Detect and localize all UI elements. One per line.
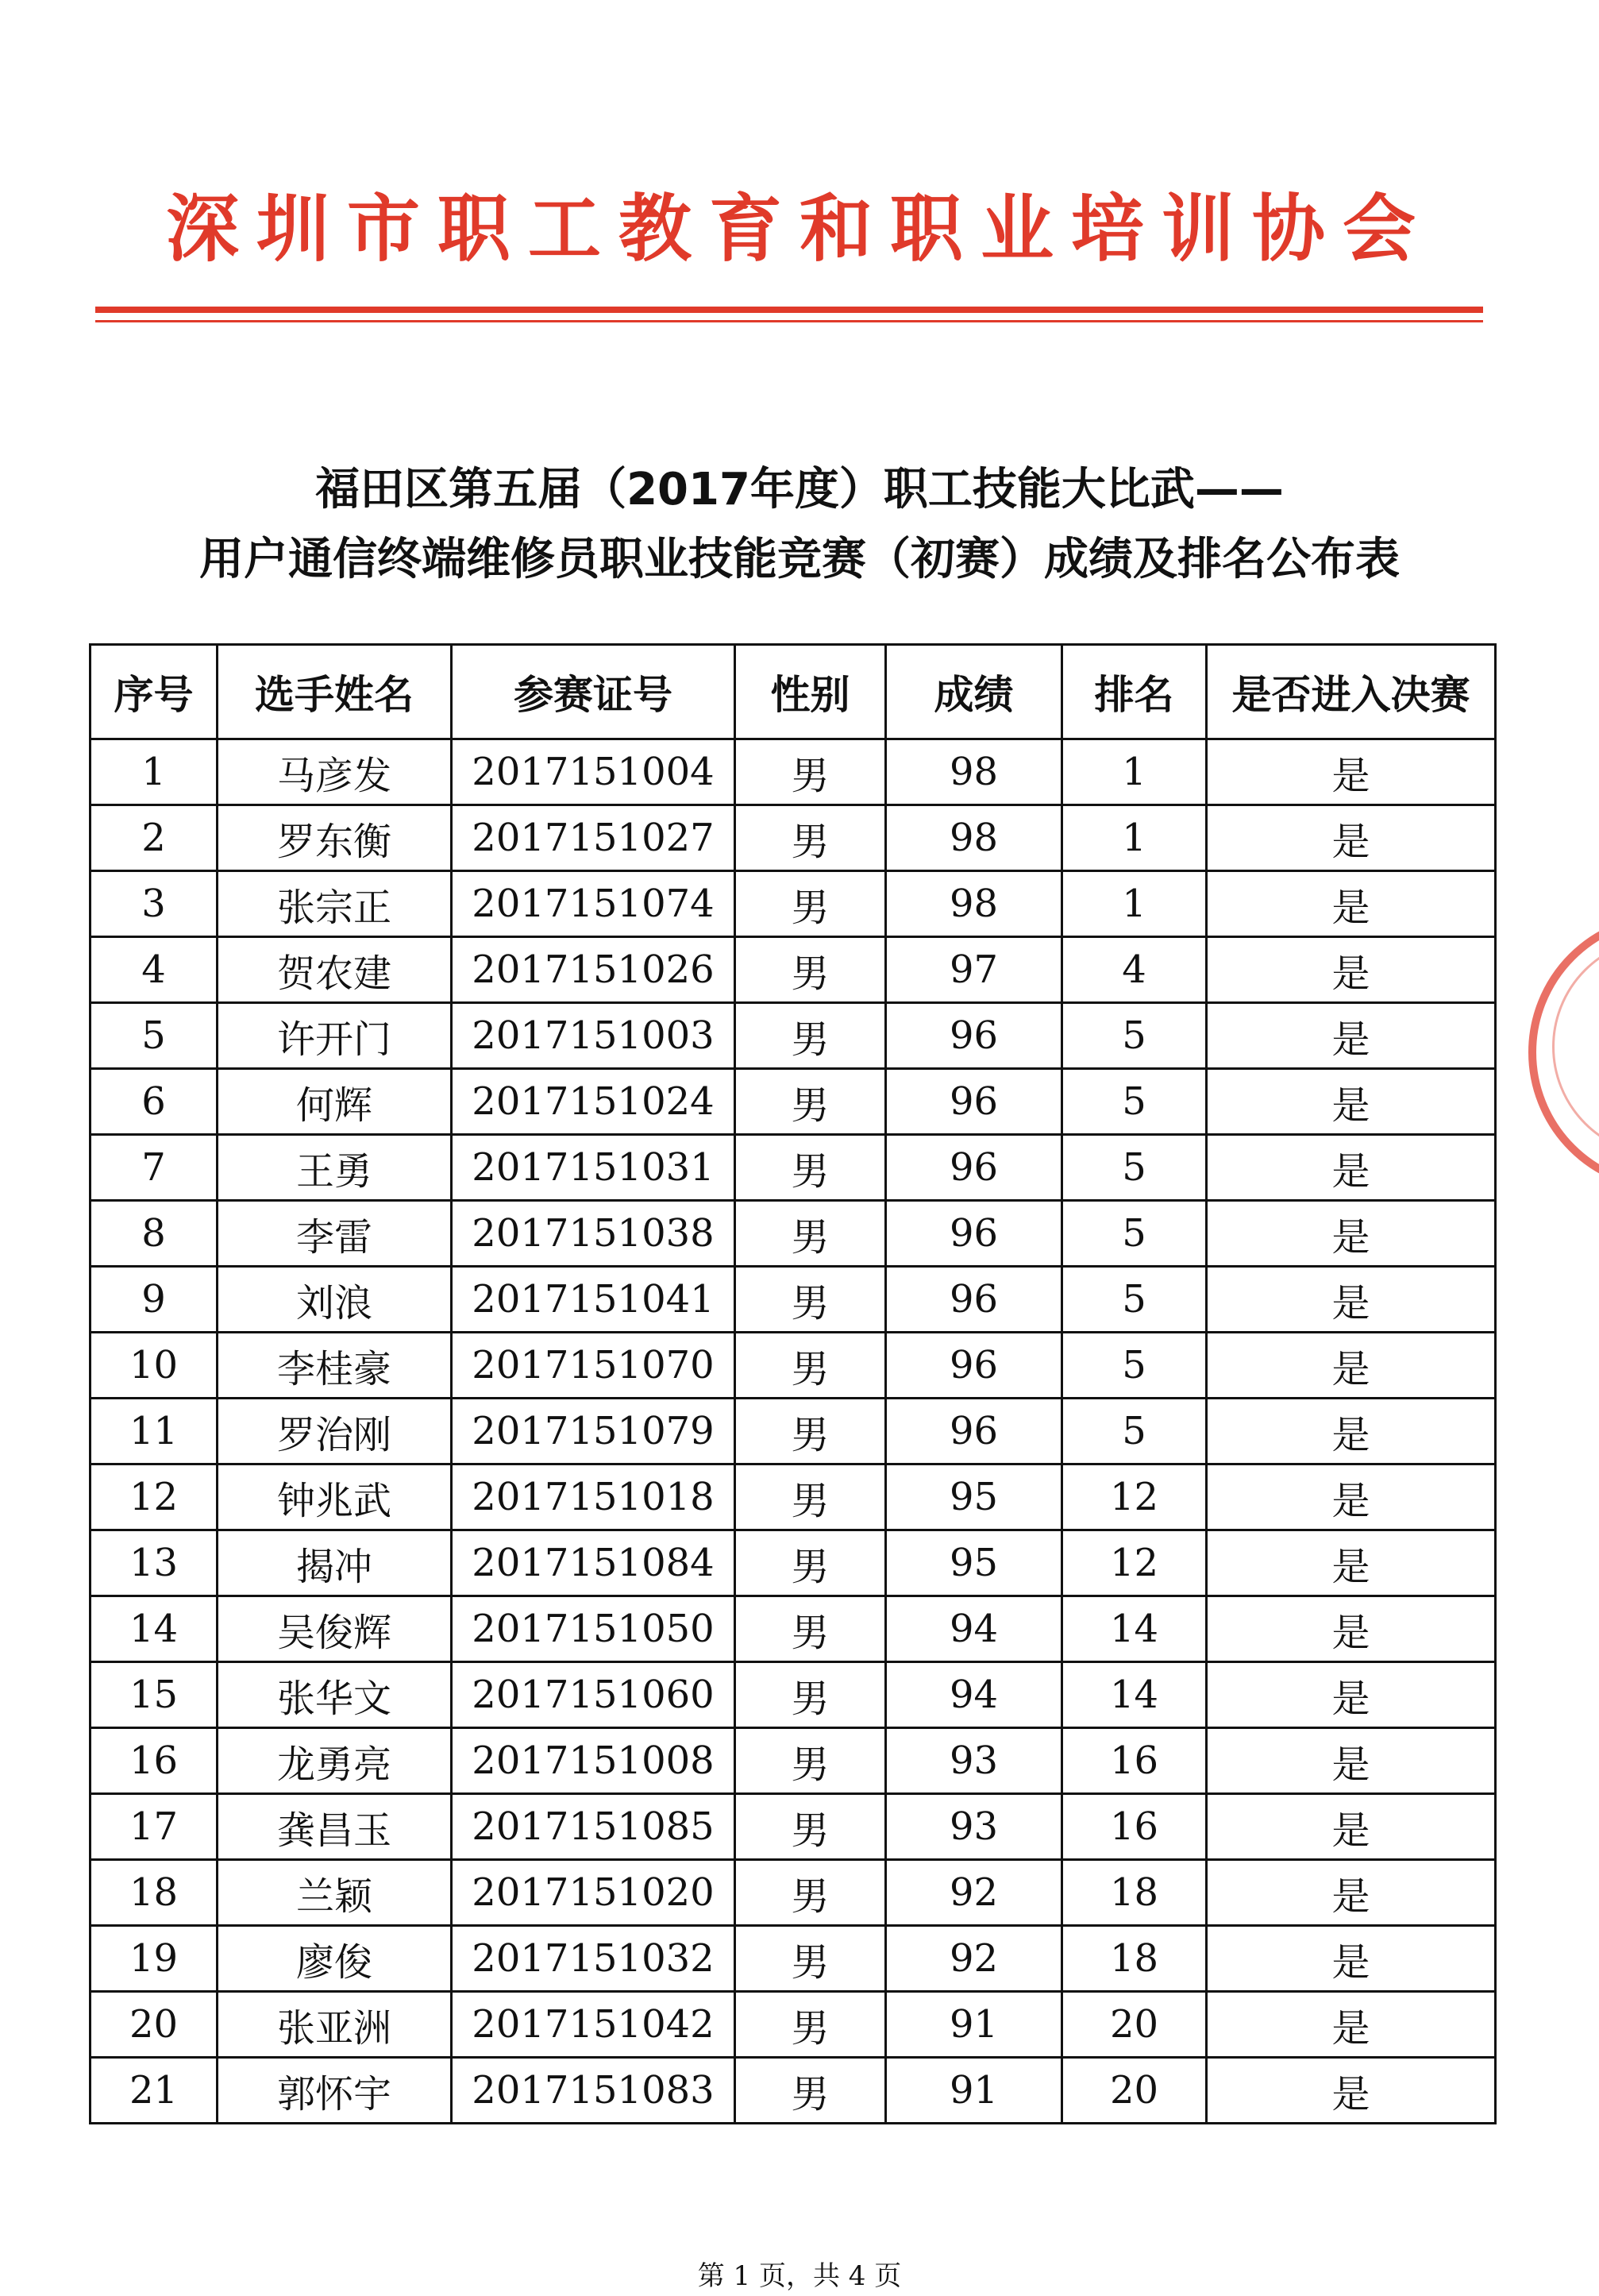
cell-name: 揭冲 [218,1530,452,1596]
cell-score: 96 [886,1333,1062,1399]
cell-entry-id: 2017151026 [452,937,735,1003]
cell-gender: 男 [735,871,886,937]
cell-entry-id: 2017151038 [452,1201,735,1267]
cell-rank: 14 [1062,1662,1207,1728]
cell-name: 廖俊 [218,1926,452,1992]
cell-name: 刘浪 [218,1267,452,1333]
cell-index: 12 [91,1464,218,1530]
cell-rank: 5 [1062,1003,1207,1069]
cell-name: 罗东衡 [218,805,452,871]
cell-name: 张宗正 [218,871,452,937]
cell-score: 91 [886,2058,1062,2124]
cell-score: 98 [886,805,1062,871]
cell-entry-id: 2017151050 [452,1596,735,1662]
cell-advance: 是 [1207,1399,1496,1464]
cell-rank: 5 [1062,1399,1207,1464]
cell-rank: 5 [1062,1069,1207,1135]
table-row [91,1728,1496,1794]
cell-gender: 男 [735,1926,886,1992]
cell-gender: 男 [735,1333,886,1399]
cell-name: 许开门 [218,1003,452,1069]
cell-gender: 男 [735,1135,886,1201]
table-row [91,739,1496,805]
cell-rank: 16 [1062,1728,1207,1794]
cell-name: 张亚洲 [218,1992,452,2058]
cell-advance: 是 [1207,1135,1496,1201]
table-row [91,2058,1496,2124]
cell-entry-id: 2017151060 [452,1662,735,1728]
cell-gender: 男 [735,1596,886,1662]
cell-entry-id: 2017151031 [452,1135,735,1201]
cell-advance: 是 [1207,1267,1496,1333]
cell-entry-id: 2017151042 [452,1992,735,2058]
cell-entry-id: 2017151003 [452,1003,735,1069]
cell-advance: 是 [1207,1069,1496,1135]
cell-entry-id: 2017151085 [452,1794,735,1860]
table-row [91,1333,1496,1399]
cell-advance: 是 [1207,1860,1496,1926]
letterhead-rule-thin [95,320,1483,322]
cell-index: 4 [91,937,218,1003]
cell-rank: 5 [1062,1201,1207,1267]
table-row [91,1201,1496,1267]
cell-index: 7 [91,1135,218,1201]
cell-name: 吴俊辉 [218,1596,452,1662]
table-row [91,1662,1496,1728]
cell-rank: 20 [1062,2058,1207,2124]
cell-advance: 是 [1207,739,1496,805]
cell-score: 92 [886,1860,1062,1926]
cell-advance: 是 [1207,1596,1496,1662]
cell-score: 95 [886,1464,1062,1530]
cell-advance: 是 [1207,1003,1496,1069]
cell-rank: 5 [1062,1267,1207,1333]
header-column-advance: 是否进入决赛 [1207,645,1496,739]
cell-index: 21 [91,2058,218,2124]
cell-index: 5 [91,1003,218,1069]
cell-rank: 1 [1062,739,1207,805]
cell-name: 贺农建 [218,937,452,1003]
cell-rank: 16 [1062,1794,1207,1860]
cell-gender: 男 [735,805,886,871]
cell-entry-id: 2017151032 [452,1926,735,1992]
table-row [91,1069,1496,1135]
table-row [91,1596,1496,1662]
cell-score: 98 [886,871,1062,937]
cell-name: 何辉 [218,1069,452,1135]
cell-score: 96 [886,1003,1062,1069]
cell-advance: 是 [1207,1333,1496,1399]
cell-gender: 男 [735,2058,886,2124]
document-title-line-2: 用户通信终端维修员职业技能竞赛（初赛）成绩及排名公布表 [199,534,1400,585]
cell-index: 6 [91,1069,218,1135]
cell-score: 96 [886,1135,1062,1201]
cell-index: 20 [91,1992,218,2058]
cell-name: 李桂豪 [218,1333,452,1399]
cell-score: 96 [886,1267,1062,1333]
cell-score: 96 [886,1399,1062,1464]
letterhead-organization-name: 深圳市职工教育和职业培训协会 [165,186,1433,272]
cell-index: 18 [91,1860,218,1926]
cell-rank: 4 [1062,937,1207,1003]
cell-score: 93 [886,1794,1062,1860]
cell-score: 96 [886,1069,1062,1135]
cell-score: 94 [886,1662,1062,1728]
table-row [91,1003,1496,1069]
cell-advance: 是 [1207,1662,1496,1728]
cell-rank: 14 [1062,1596,1207,1662]
cell-gender: 男 [735,1530,886,1596]
cell-rank: 18 [1062,1926,1207,1992]
cell-advance: 是 [1207,1201,1496,1267]
table-row [91,1530,1496,1596]
cell-gender: 男 [735,1003,886,1069]
cell-gender: 男 [735,1728,886,1794]
cell-score: 91 [886,1992,1062,2058]
cell-entry-id: 2017151020 [452,1860,735,1926]
cell-score: 92 [886,1926,1062,1992]
cell-name: 龚昌玉 [218,1794,452,1860]
cell-advance: 是 [1207,1464,1496,1530]
table-row [91,1860,1496,1926]
cell-rank: 20 [1062,1992,1207,2058]
cell-name: 龙勇亮 [218,1728,452,1794]
cell-entry-id: 2017151070 [452,1333,735,1399]
cell-gender: 男 [735,1201,886,1267]
cell-advance: 是 [1207,1794,1496,1860]
cell-score: 94 [886,1596,1062,1662]
cell-gender: 男 [735,1069,886,1135]
header-column-index: 序号 [91,645,218,739]
cell-score: 97 [886,937,1062,1003]
cell-advance: 是 [1207,2058,1496,2124]
cell-entry-id: 2017151018 [452,1464,735,1530]
cell-gender: 男 [735,937,886,1003]
cell-index: 11 [91,1399,218,1464]
cell-index: 19 [91,1926,218,1992]
cell-index: 13 [91,1530,218,1596]
cell-entry-id: 2017151074 [452,871,735,937]
document-title-line-1: 福田区第五届（2017年度）职工技能大比武—— [315,464,1284,515]
cell-gender: 男 [735,1662,886,1728]
header-column-entry-id: 参赛证号 [452,645,735,739]
cell-index: 17 [91,1794,218,1860]
page-indicator: 第 1 页，共 4 页 [697,2260,902,2292]
cell-name: 罗治刚 [218,1399,452,1464]
cell-index: 1 [91,739,218,805]
cell-advance: 是 [1207,1728,1496,1794]
cell-advance: 是 [1207,871,1496,937]
table-row [91,1135,1496,1201]
table-row [91,1926,1496,1992]
header-column-name: 选手姓名 [218,645,452,739]
cell-gender: 男 [735,1464,886,1530]
cell-entry-id: 2017151027 [452,805,735,871]
cell-index: 2 [91,805,218,871]
cell-index: 14 [91,1596,218,1662]
table-row [91,937,1496,1003]
cell-gender: 男 [735,1860,886,1926]
cell-name: 钟兆武 [218,1464,452,1530]
cell-name: 兰颖 [218,1860,452,1926]
cell-rank: 1 [1062,805,1207,871]
cell-rank: 1 [1062,871,1207,937]
cell-rank: 18 [1062,1860,1207,1926]
table-header-row [91,645,1496,739]
cell-rank: 5 [1062,1333,1207,1399]
cell-index: 15 [91,1662,218,1728]
cell-name: 李雷 [218,1201,452,1267]
cell-gender: 男 [735,1794,886,1860]
table-row [91,805,1496,871]
cell-entry-id: 2017151004 [452,739,735,805]
header-column-score: 成绩 [886,645,1062,739]
cell-index: 10 [91,1333,218,1399]
table-row [91,1399,1496,1464]
cell-advance: 是 [1207,1530,1496,1596]
cell-entry-id: 2017151083 [452,2058,735,2124]
cell-entry-id: 2017151084 [452,1530,735,1596]
cell-advance: 是 [1207,937,1496,1003]
table-body [91,739,1496,2124]
cell-gender: 男 [735,1992,886,2058]
cell-advance: 是 [1207,805,1496,871]
cell-rank: 5 [1062,1135,1207,1201]
cell-entry-id: 2017151024 [452,1069,735,1135]
cell-rank: 12 [1062,1464,1207,1530]
table-row [91,1267,1496,1333]
cell-advance: 是 [1207,1992,1496,2058]
cell-advance: 是 [1207,1926,1496,1992]
cell-index: 16 [91,1728,218,1794]
cell-entry-id: 2017151008 [452,1728,735,1794]
header-column-gender: 性别 [735,645,886,739]
letterhead-rule-thick [95,307,1483,313]
cell-name: 王勇 [218,1135,452,1201]
cell-score: 93 [886,1728,1062,1794]
table-row [91,1794,1496,1860]
cell-score: 98 [886,739,1062,805]
cell-gender: 男 [735,1399,886,1464]
cell-gender: 男 [735,1267,886,1333]
cell-index: 9 [91,1267,218,1333]
table-row [91,871,1496,937]
cell-index: 3 [91,871,218,937]
cell-score: 96 [886,1201,1062,1267]
cell-entry-id: 2017151041 [452,1267,735,1333]
table-row [91,1992,1496,2058]
cell-entry-id: 2017151079 [452,1399,735,1464]
table-row [91,1464,1496,1530]
cell-score: 95 [886,1530,1062,1596]
header-column-rank: 排名 [1062,645,1207,739]
cell-name: 张华文 [218,1662,452,1728]
results-table [89,643,1497,2124]
cell-gender: 男 [735,739,886,805]
cell-name: 郭怀宇 [218,2058,452,2124]
cell-index: 8 [91,1201,218,1267]
cell-name: 马彦发 [218,739,452,805]
cell-rank: 12 [1062,1530,1207,1596]
